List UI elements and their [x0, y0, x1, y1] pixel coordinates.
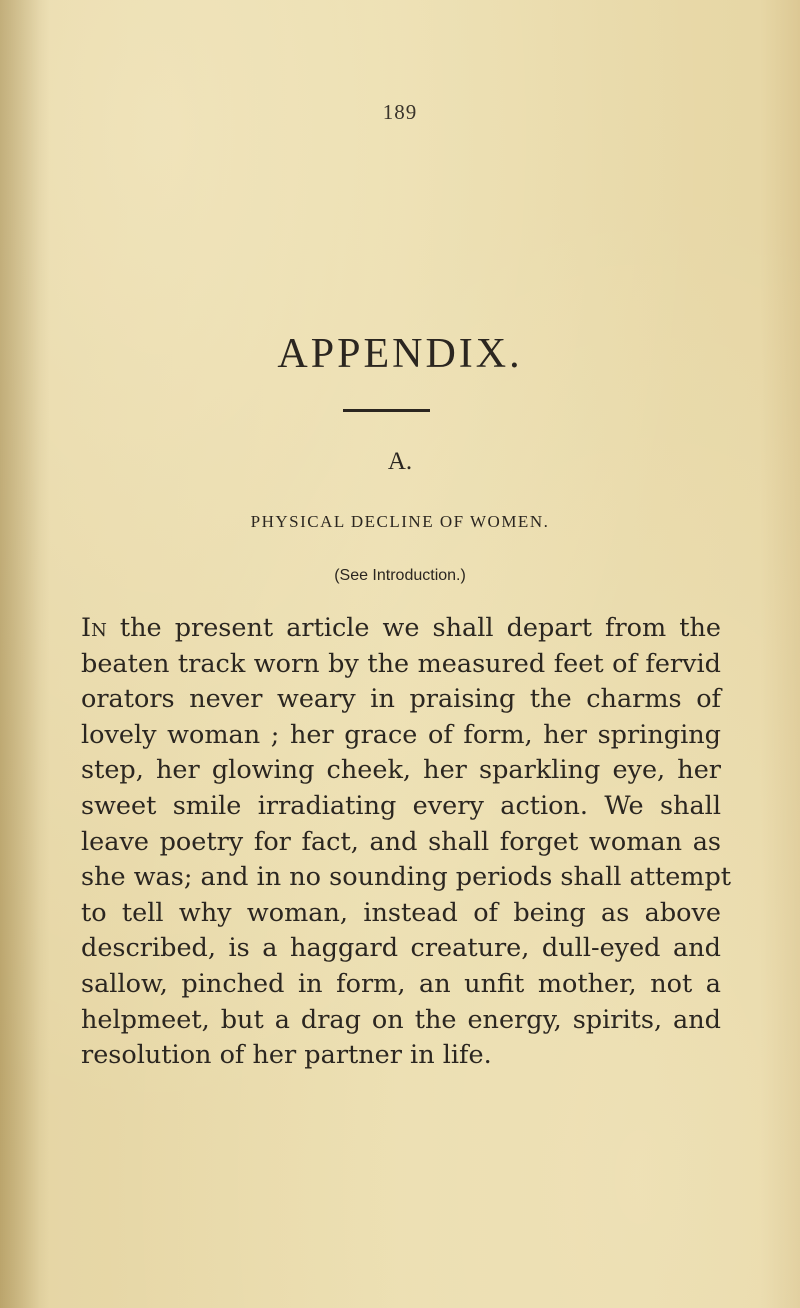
- section-letter: A.: [387, 448, 413, 475]
- body-line: helpmeet, but a drag on the energy, spirits, and: [81, 1004, 721, 1035]
- body-line: sallow, pinched in form, an unfit mother, not a: [81, 968, 721, 999]
- section-title: PHYSICAL DECLINE OF WOMEN.: [250, 512, 550, 531]
- body-line: beaten track worn by the measured feet of fervid: [81, 648, 721, 679]
- page-gutter-shadow: [0, 0, 50, 1308]
- body-line-text: the present article we shall depart from the: [106, 613, 721, 643]
- body-line: [81, 611, 721, 647]
- body-line: step, her glowing cheek, her sparkling eye, her: [81, 755, 721, 786]
- body-line: leave poetry for fact, and shall forget woman as: [81, 826, 721, 857]
- body-line: described, is a haggard creature, dull-eyed and: [81, 933, 721, 964]
- reference-note: (See Introduction.): [334, 567, 466, 584]
- body-line: to tell why woman, instead of being as above: [81, 897, 721, 928]
- appendix-heading: APPENDIX.: [277, 331, 523, 377]
- page-number: 189: [382, 100, 418, 124]
- body-line: she was; and in no sounding periods shall attempt: [81, 862, 732, 893]
- body-line: orators never weary in praising the charms of: [81, 684, 721, 715]
- heading-rule: [343, 409, 430, 412]
- body-line: resolution of her partner in life.: [81, 1040, 492, 1071]
- body-line: sweet smile irradiating every action. We shall: [81, 790, 721, 821]
- body-line: lovely woman ; her grace of form, her springing: [81, 719, 721, 750]
- lead-word: In: [81, 613, 107, 643]
- body-paragraph: [81, 611, 732, 1074]
